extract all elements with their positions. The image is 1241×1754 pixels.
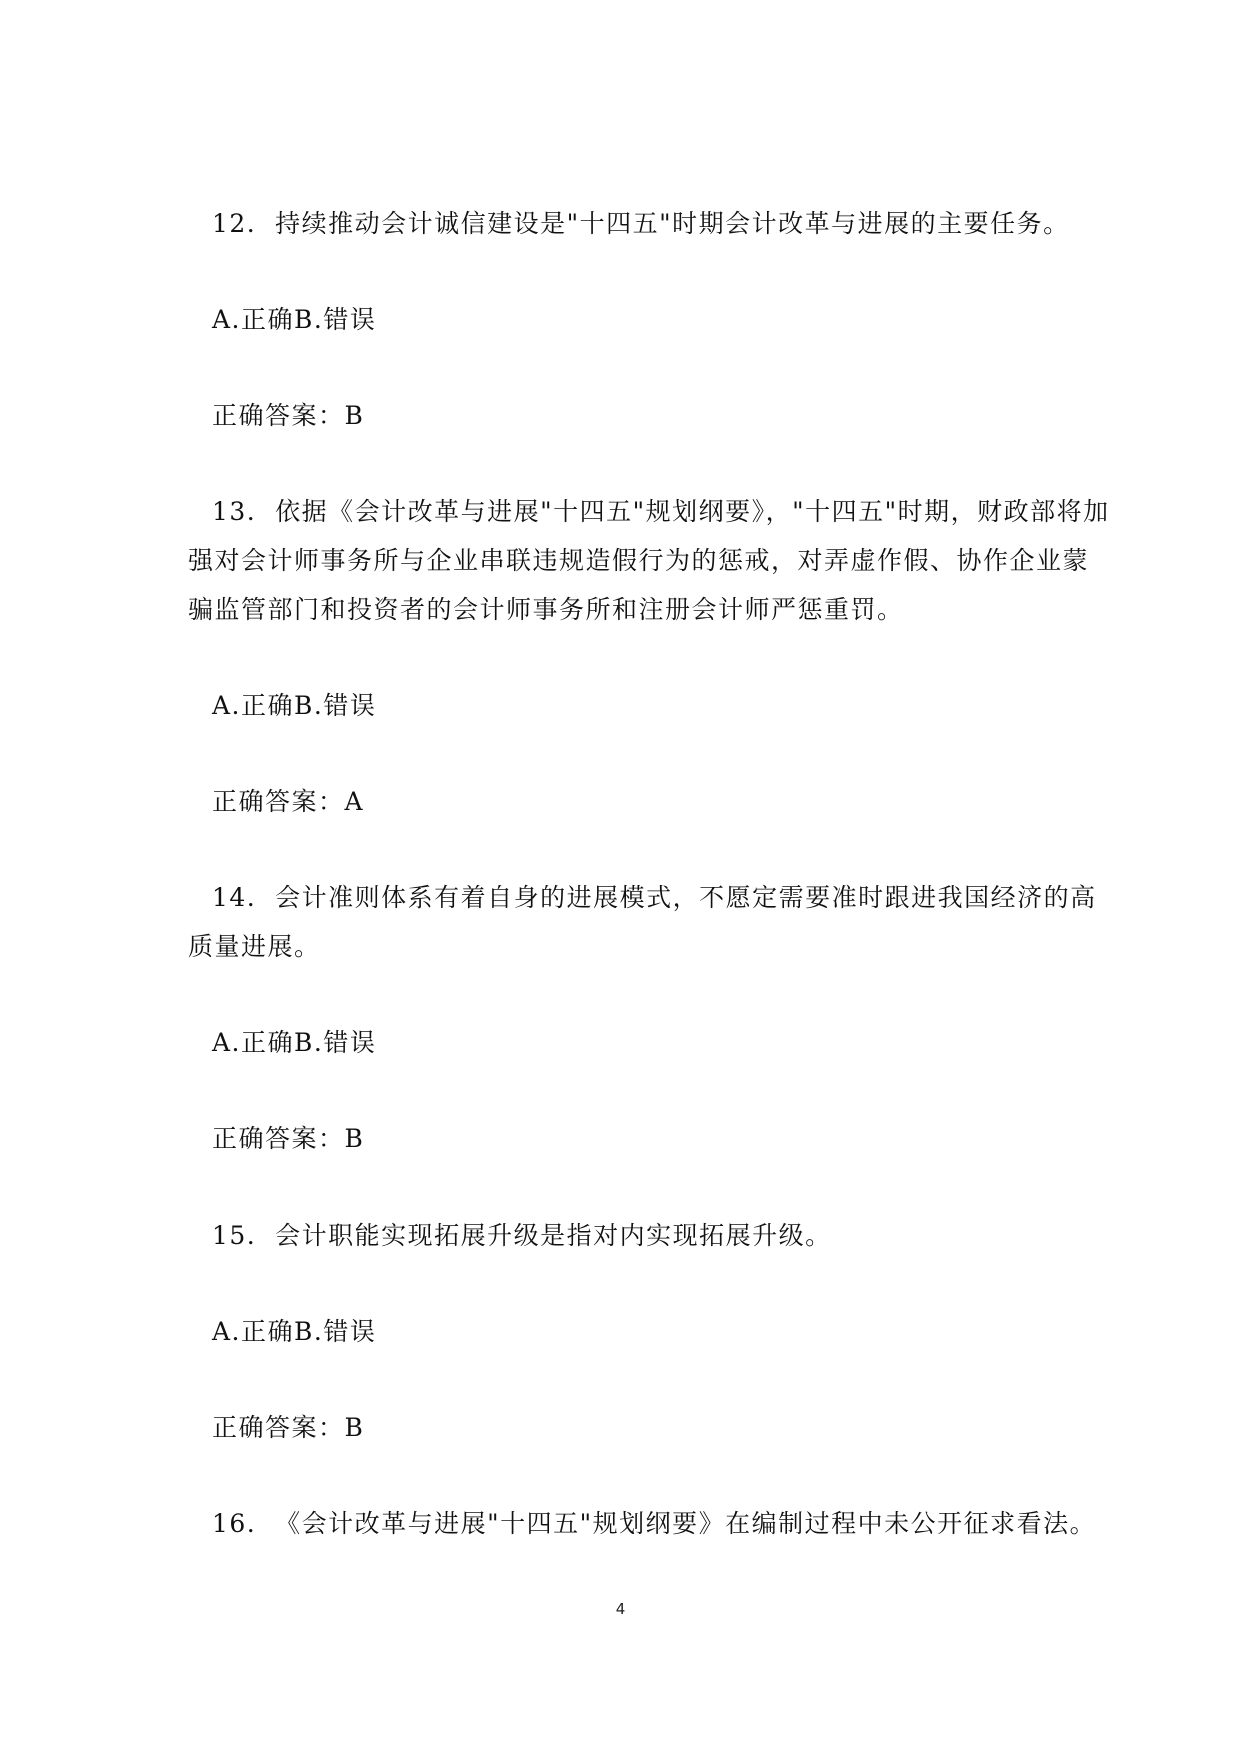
question-text: 会计职能实现拓展升级是指对内实现拓展升级。 [275, 1221, 832, 1250]
question-14-answer: 正确答案：B [212, 1124, 365, 1153]
question-text: 《会计改革与进展"十四五"规划纲要》在编制过程中未公开征求看法。 [275, 1509, 1097, 1538]
page-number: 4 [615, 1600, 626, 1618]
question-13 [212, 494, 1110, 530]
question-number: 14. [212, 883, 257, 912]
question-text: 持续推动会计诚信建设是"十四五"时期会计改革与进展的主要任务。 [275, 209, 1070, 238]
question-12 [212, 206, 1070, 242]
question-number: 12. [212, 209, 257, 238]
question-13-answer: 正确答案：A [212, 787, 365, 816]
question-15 [212, 1218, 832, 1254]
question-number: 15. [212, 1221, 257, 1250]
question-text: 会计准则体系有着自身的进展模式，不愿定需要准时跟进我国经济的高 [275, 883, 1097, 912]
question-15-options: A.正确B.错误 [212, 1317, 377, 1346]
question-14 [212, 880, 1097, 916]
question-number: 13. [212, 497, 257, 526]
question-13-text-line-2: 强对会计师事务所与企业串联违规造假行为的惩戒，对弄虚作假、协作企业蒙 [188, 546, 1090, 575]
question-13-options: A.正确B.错误 [212, 691, 377, 720]
question-number: 16. [212, 1509, 257, 1538]
question-13-text-line-3: 骗监管部门和投资者的会计师事务所和注册会计师严惩重罚。 [188, 595, 904, 624]
question-12-answer: 正确答案：B [212, 401, 365, 430]
question-14-text-line-2: 质量进展。 [188, 932, 321, 961]
question-12-options: A.正确B.错误 [212, 305, 377, 334]
question-text: 依据《会计改革与进展"十四五"规划纲要》，"十四五"时期，财政部将加 [275, 497, 1110, 526]
question-16 [212, 1506, 1096, 1542]
question-14-options: A.正确B.错误 [212, 1028, 377, 1057]
question-15-answer: 正确答案：B [212, 1413, 365, 1442]
